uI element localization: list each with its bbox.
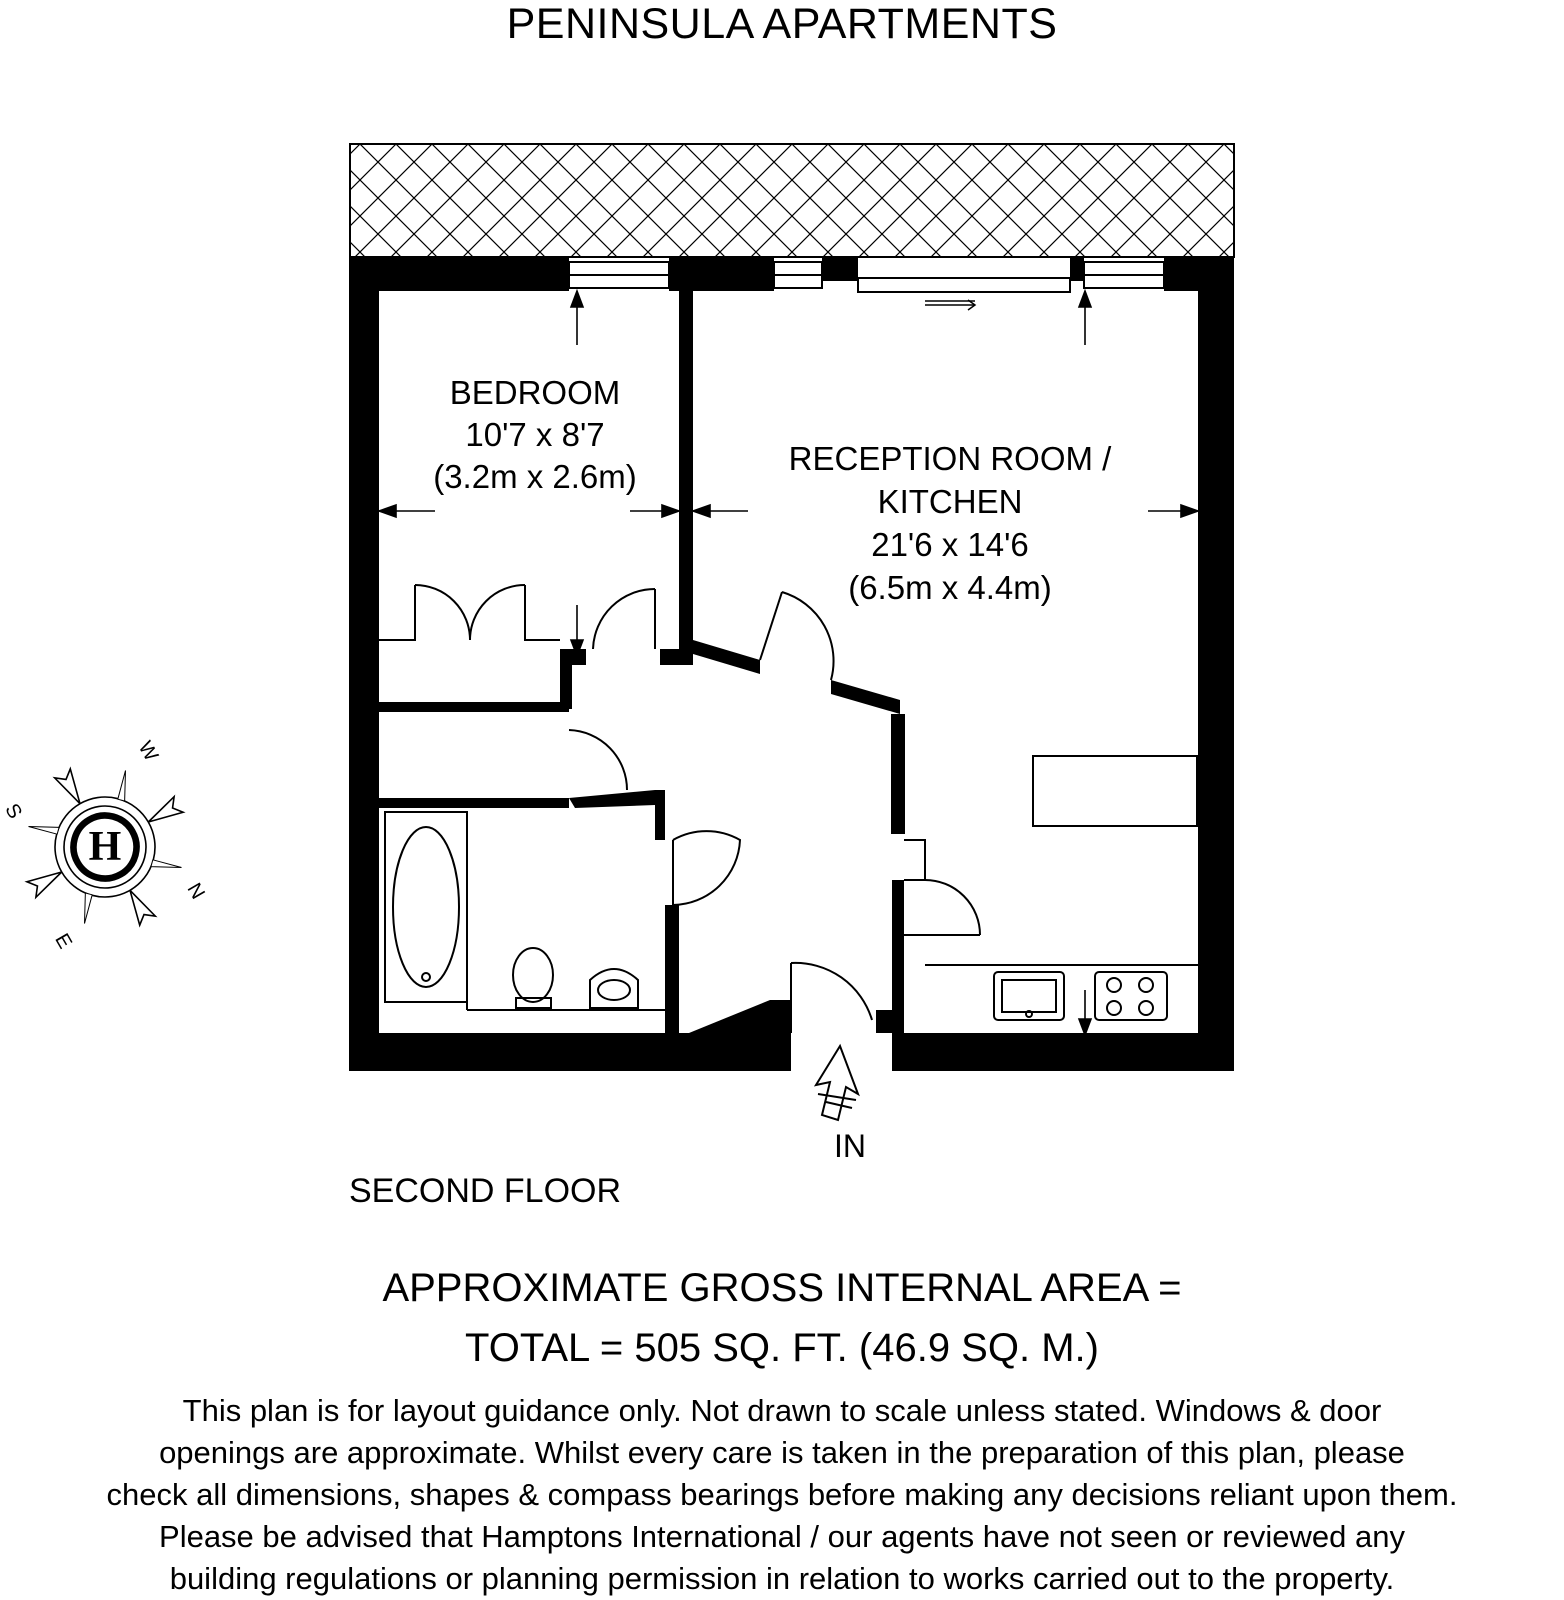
- disclaimer-line: This plan is for layout guidance only. Not drawn to scale unless stated. Windows & door: [182, 1393, 1382, 1428]
- disclaimer: [0, 1390, 1564, 1600]
- disclaimer-line: Please be advised that Hamptons International / our agents have not seen or reviewed any: [159, 1519, 1405, 1554]
- bedroom-dim-imperial: 10'7 x 8'7: [465, 416, 605, 453]
- basin: [590, 969, 638, 1008]
- balcony: [350, 144, 1234, 257]
- disclaimer-line: openings are approximate. Whilst every care is taken in the preparation of this plan, please: [159, 1435, 1405, 1470]
- area-line2: TOTAL = 505 SQ. FT. (46.9 SQ. M.): [465, 1326, 1099, 1370]
- compass-west: W: [133, 737, 163, 765]
- toilet: [513, 948, 553, 1008]
- reception-dim-metric: (6.5m x 4.4m): [848, 569, 1052, 606]
- kitchen-fixtures: [925, 756, 1198, 1020]
- area-line1: APPROXIMATE GROSS INTERNAL AREA =: [382, 1266, 1182, 1310]
- compass-logo-letter: H: [88, 824, 122, 870]
- reception-name-line1: RECEPTION ROOM /: [788, 440, 1112, 477]
- bath: [385, 812, 665, 1010]
- bedroom-label: [405, 372, 665, 498]
- compass-east: E: [50, 929, 76, 953]
- compass-north: N: [182, 879, 209, 904]
- plan-title: PENINSULA APARTMENTS: [506, 0, 1058, 48]
- reception-dim-imperial: 21'6 x 14'6: [871, 526, 1029, 563]
- sliding-door-marker: [925, 300, 975, 310]
- entrance-label: IN: [834, 1128, 866, 1164]
- bedroom-name: BEDROOM: [449, 374, 621, 411]
- reception-label: [760, 437, 1140, 609]
- reception-name-line2: KITCHEN: [877, 483, 1023, 520]
- compass-logo: [83, 824, 127, 870]
- entrance-arrow: [816, 1046, 858, 1120]
- floor-label: SECOND FLOOR: [349, 1172, 622, 1210]
- disclaimer-line: building regulations or planning permission in relation to works carried out to the property.: [169, 1561, 1395, 1596]
- bedroom-dim-metric: (3.2m x 2.6m): [433, 458, 637, 495]
- compass-south: S: [0, 799, 26, 823]
- disclaimer-line: check all dimensions, shapes & compass bearings before making any decisions reliant upon them.: [106, 1477, 1458, 1512]
